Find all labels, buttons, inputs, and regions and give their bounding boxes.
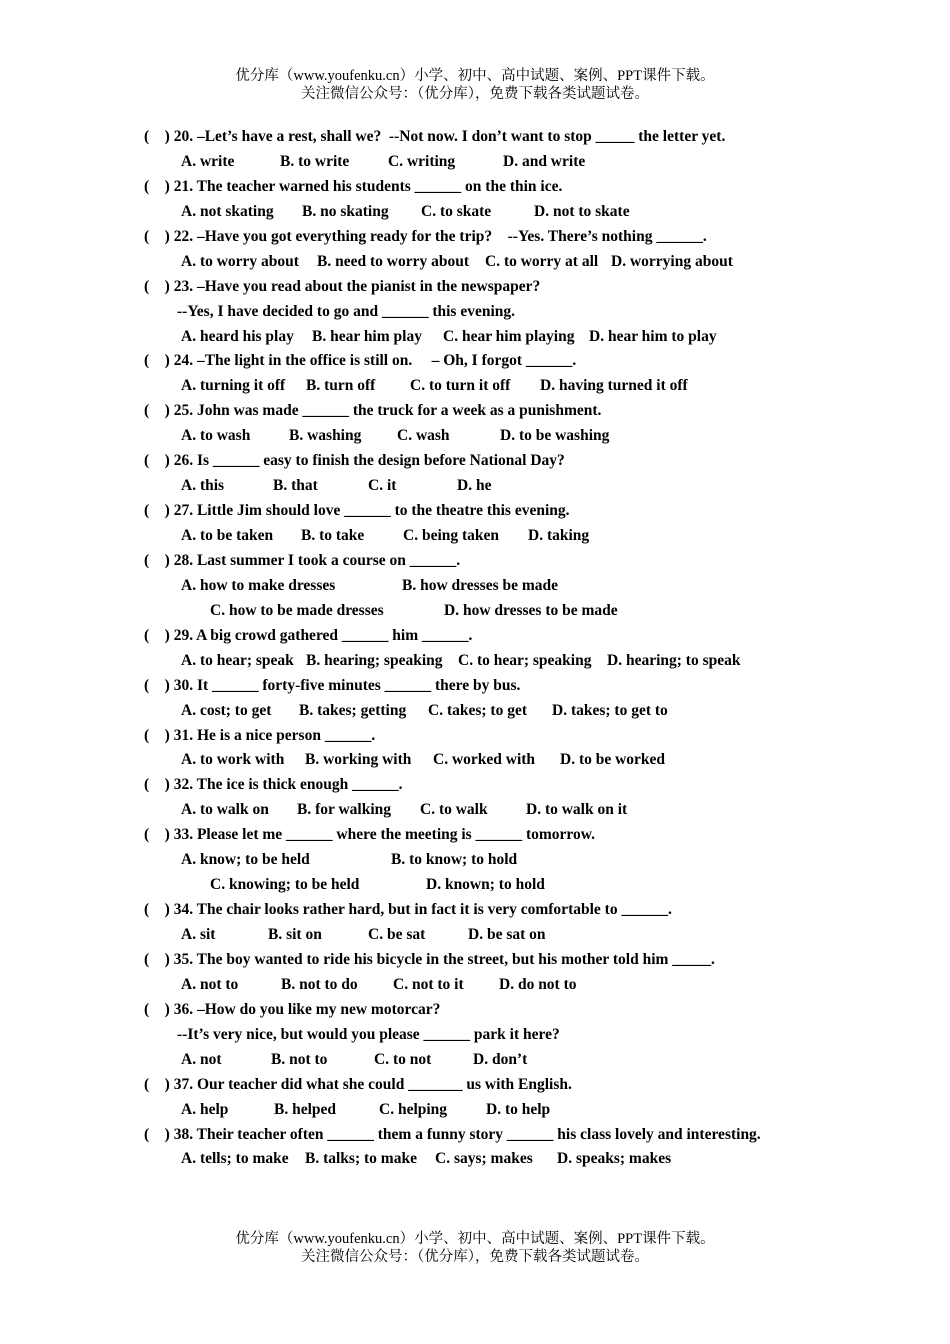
page-header xyxy=(0,67,950,103)
question-stem: ( ) 34. The chair looks rather hard, but in fact it is very comfortable to ______. xyxy=(144,901,672,919)
answer-options xyxy=(144,748,924,773)
question-stem: ( ) 33. Please let me ______ where the meeting is ______ tomorrow. xyxy=(144,826,595,844)
answer-option: C. to walk xyxy=(420,801,488,819)
answer-option: D. known; to hold xyxy=(426,876,545,894)
answer-option: A. to be taken xyxy=(181,527,274,544)
answer-option: A. to walk on xyxy=(181,801,269,819)
answer-option: A. to wash xyxy=(181,427,251,445)
answer-options xyxy=(144,374,924,399)
header-line-1: 优分库（www.youfenku.cn）小学、初中、高中试题、案例、PPT课件下载。 xyxy=(235,68,715,84)
answer-option: B. hear him play xyxy=(312,327,422,345)
answer-options xyxy=(144,474,924,499)
answer-option: C. be sat xyxy=(368,926,426,943)
footer-line-2: 关注微信公众号：（优分库），免费下载各类试题试卷。 xyxy=(301,1249,649,1265)
answer-option: D. and write xyxy=(503,152,586,170)
answer-option: C. being taken xyxy=(403,527,500,544)
answer-option: D. having turned it off xyxy=(540,377,688,395)
answer-option: D. speaks; makes xyxy=(557,1150,672,1168)
answer-options xyxy=(144,1048,924,1073)
answer-option: A. heard his play xyxy=(181,327,294,345)
answer-options xyxy=(144,1098,924,1123)
answer-option: C. hear him playing xyxy=(443,327,575,345)
answer-option: D. not to skate xyxy=(534,202,630,220)
answer-option: D. hear him to play xyxy=(589,327,717,345)
question-stem: ( ) 31. He is a nice person ______. xyxy=(144,726,376,744)
answer-option: B. washing xyxy=(289,427,362,445)
answer-option: B. to take xyxy=(301,527,365,544)
answer-option: D. he xyxy=(457,477,492,495)
answer-options xyxy=(144,250,924,275)
answer-option: D. takes; to get to xyxy=(552,701,668,719)
answer-option: A. tells; to make xyxy=(181,1150,289,1168)
question-stem: ( ) 21. The teacher warned his students ______ on the thin ice. xyxy=(144,177,563,195)
answer-option: B. to know; to hold xyxy=(391,851,518,869)
answer-option: C. takes; to get xyxy=(428,701,528,719)
answer-option: A. to hear; speak xyxy=(181,651,294,669)
answer-options xyxy=(144,973,924,998)
answer-option: A. turning it off xyxy=(181,377,286,395)
answer-option: B. that xyxy=(273,477,318,495)
answer-options xyxy=(144,699,924,724)
answer-options xyxy=(144,200,924,225)
question-stem: ( ) 22. –Have you got everything ready for the trip? --Yes. There’s nothing ______. xyxy=(144,227,707,245)
answer-option: A. not skating xyxy=(181,202,274,220)
answer-option: B. no skating xyxy=(302,202,389,220)
answer-option: D. to be washing xyxy=(500,427,610,445)
answer-options xyxy=(144,649,924,674)
answer-option: A. to work with xyxy=(181,751,285,769)
question-stem: ( ) 30. It ______ forty-five minutes ______ there by bus. xyxy=(144,676,521,694)
question-stem: ( ) 24. –The light in the office is still on. – Oh, I forgot ______. xyxy=(144,352,577,370)
answer-options xyxy=(144,150,924,175)
answer-option: B. how dresses be made xyxy=(402,576,559,594)
answer-option: A. this xyxy=(181,477,225,495)
answer-option: C. to worry at all xyxy=(485,252,599,270)
answer-options xyxy=(144,1147,924,1172)
answer-option: C. wash xyxy=(397,427,450,445)
answer-option: A. cost; to get xyxy=(181,701,272,719)
answer-option: A. sit xyxy=(181,926,216,943)
answer-option: B. sit on xyxy=(268,926,322,943)
question-stem: ( ) 32. The ice is thick enough ______. xyxy=(144,776,403,794)
answer-option: B. working with xyxy=(305,751,412,769)
question-stem: ( ) 37. Our teacher did what she could _______ us with English. xyxy=(144,1075,572,1093)
question-stem: ( ) 26. Is ______ easy to finish the design before National Day? xyxy=(144,452,565,470)
question-list xyxy=(144,125,924,1172)
answer-option: D. do not to xyxy=(499,975,577,993)
footer-line-1: 优分库（www.youfenku.cn）小学、初中、高中试题、案例、PPT课件下载。 xyxy=(235,1231,715,1247)
answer-options xyxy=(144,574,924,599)
answer-option: D. to walk on it xyxy=(526,801,628,819)
question-stem-continuation: --It’s very nice, but would you please ______ park it here? xyxy=(177,1025,560,1043)
answer-options xyxy=(144,873,924,898)
question-stem: ( ) 36. –How do you like my new motorcar? xyxy=(144,1000,441,1018)
question-stem: ( ) 23. –Have you read about the pianist in the newspaper? xyxy=(144,277,541,295)
answer-option: D. don’t xyxy=(473,1050,528,1068)
answer-option: C. worked with xyxy=(433,751,536,769)
question-stem-continuation: --Yes, I have decided to go and ______ this evening. xyxy=(177,302,516,320)
answer-option: B. not to do xyxy=(281,975,358,993)
question-stem: ( ) 35. The boy wanted to ride his bicycle in the street, but his mother told him _____. xyxy=(144,950,715,968)
answer-option: C. how to be made dresses xyxy=(210,601,384,619)
answer-option: B. turn off xyxy=(306,377,376,395)
answer-options xyxy=(144,848,924,873)
answer-option: D. how dresses to be made xyxy=(444,601,618,619)
answer-option: C. it xyxy=(368,477,397,495)
question-stem: ( ) 28. Last summer I took a course on ______. xyxy=(144,551,461,569)
answer-option: D. taking xyxy=(528,527,590,544)
question-stem: ( ) 27. Little Jim should love ______ to the theatre this evening. xyxy=(144,502,570,520)
answer-option: B. not to xyxy=(271,1050,328,1068)
answer-option: B. for walking xyxy=(297,801,392,819)
question-stem: ( ) 20. –Let’s have a rest, shall we? --Not now. I don’t want to stop _____ the letter yet. xyxy=(144,128,726,145)
answer-option: D. to be worked xyxy=(560,751,666,769)
answer-option: A. write xyxy=(181,152,235,170)
answer-option: A. know; to be held xyxy=(181,851,310,869)
answer-option: B. takes; getting xyxy=(299,701,407,719)
answer-option: C. to turn it off xyxy=(410,377,511,395)
answer-option: D. hearing; to speak xyxy=(607,651,741,669)
answer-option: C. helping xyxy=(379,1100,448,1118)
answer-options xyxy=(144,599,924,624)
answer-options xyxy=(144,524,924,549)
answer-option: A. not xyxy=(181,1050,222,1068)
answer-option: C. to skate xyxy=(421,202,492,220)
answer-option: A. not to xyxy=(181,975,239,993)
answer-option: C. says; makes xyxy=(435,1150,533,1168)
answer-option: C. to hear; speaking xyxy=(458,651,592,669)
question-stem: ( ) 25. John was made ______ the truck for a week as a punishment. xyxy=(144,402,602,420)
answer-option: B. talks; to make xyxy=(305,1150,417,1168)
answer-option: B. helped xyxy=(274,1100,337,1118)
answer-option: B. hearing; speaking xyxy=(306,651,443,669)
question-stem: ( ) 38. Their teacher often ______ them a funny story ______ his class lovely and interesting. xyxy=(144,1125,761,1143)
answer-option: C. knowing; to be held xyxy=(210,876,360,894)
answer-options xyxy=(144,798,924,823)
answer-option: D. worrying about xyxy=(611,252,733,270)
answer-option: A. how to make dresses xyxy=(181,576,336,594)
answer-option: C. writing xyxy=(388,152,456,170)
answer-option: D. be sat on xyxy=(468,926,546,943)
answer-options xyxy=(144,923,924,948)
answer-option: A. to worry about xyxy=(181,252,299,270)
answer-option: C. not to it xyxy=(393,975,464,993)
answer-option: D. to help xyxy=(486,1100,551,1118)
question-stem: ( ) 29. A big crowd gathered ______ him ______. xyxy=(144,626,473,644)
answer-option: A. help xyxy=(181,1100,229,1118)
answer-option: B. need to worry about xyxy=(317,252,469,270)
header-line-2: 关注微信公众号：（优分库），免费下载各类试题试卷。 xyxy=(301,86,649,102)
answer-option: C. to not xyxy=(374,1050,432,1068)
answer-options xyxy=(144,325,924,350)
answer-option: B. to write xyxy=(280,152,350,170)
answer-options xyxy=(144,424,924,449)
page-footer xyxy=(0,1230,950,1266)
